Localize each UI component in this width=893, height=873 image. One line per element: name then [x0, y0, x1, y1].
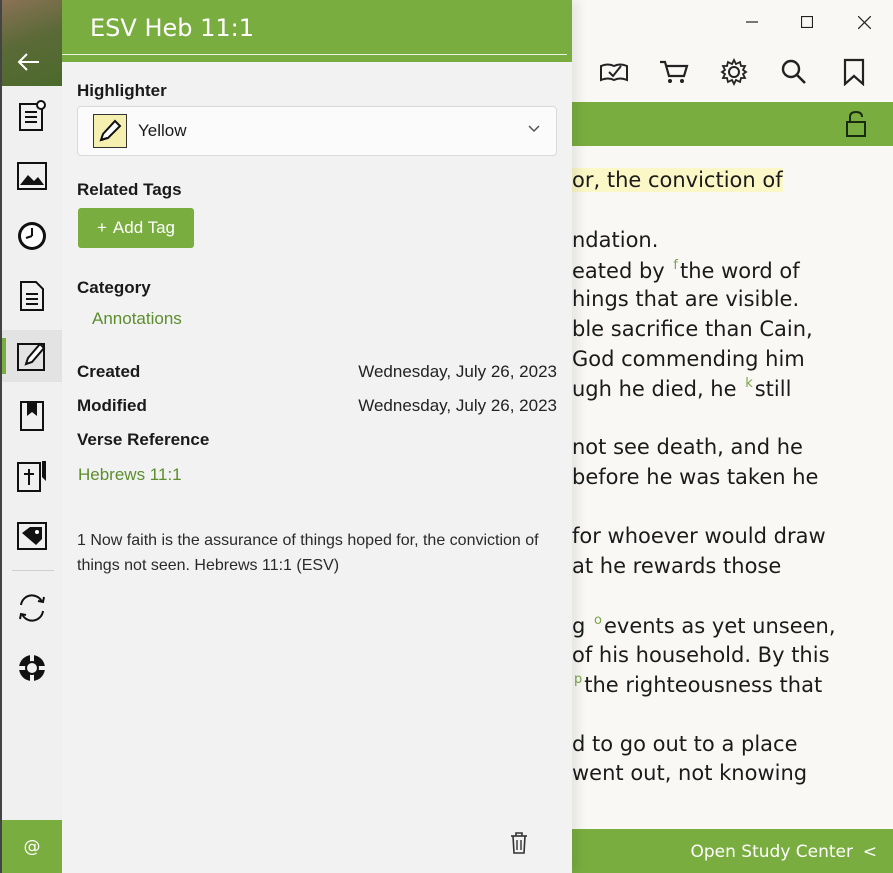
- account-button[interactable]: @: [2, 820, 62, 873]
- highlighter-swatch: [93, 114, 127, 148]
- pencil-icon: [16, 340, 48, 372]
- highlighter-value: Yellow: [138, 121, 187, 140]
- maximize-button[interactable]: [787, 6, 827, 38]
- tag-icon: [16, 521, 48, 551]
- chevron-down-icon: [528, 125, 540, 133]
- chevron-left-icon: <: [862, 842, 877, 862]
- rail-annotations[interactable]: [2, 330, 62, 382]
- document-icon: [18, 280, 46, 312]
- verse-line: ugh he died, he $^k$still: [572, 376, 792, 401]
- footnote-marker[interactable]: k: [745, 376, 753, 391]
- image-icon: [16, 161, 48, 191]
- cart-icon: [659, 59, 689, 85]
- delete-button[interactable]: [510, 832, 532, 856]
- verse-line: not see death, and he: [572, 435, 803, 459]
- close-icon: [858, 16, 871, 29]
- search-button[interactable]: [776, 56, 812, 88]
- rail-documents[interactable]: [2, 270, 62, 322]
- reading-plan-button[interactable]: [596, 56, 632, 88]
- lock-button[interactable]: [845, 110, 867, 142]
- created-value: Wednesday, July 26, 2023: [358, 362, 557, 381]
- back-arrow-icon: [17, 52, 41, 72]
- panel-header: [62, 0, 572, 62]
- header-divider: [62, 54, 567, 55]
- verse-line: eated by $^f$the word of: [572, 258, 800, 283]
- verse-line: $^p$the righteousness that: [574, 672, 823, 697]
- verse-line: at he rewards those: [572, 554, 782, 578]
- highlighter-pen-icon: [97, 118, 123, 144]
- category-link[interactable]: Annotations: [92, 309, 182, 328]
- verse-reference-link[interactable]: Hebrews 11:1: [78, 465, 182, 484]
- category-label: Category: [77, 278, 151, 297]
- verse-line: of his household. By this: [572, 643, 830, 667]
- clock-icon: [16, 220, 48, 252]
- verse-line: or, the conviction of: [572, 168, 783, 192]
- study-center-label: Open Study Center: [690, 842, 853, 862]
- verse-line: for whoever would draw: [572, 524, 826, 548]
- verse-line: ble sacrifice than Cain,: [572, 317, 813, 341]
- created-label: Created: [77, 362, 141, 381]
- maximize-icon: [801, 16, 813, 28]
- bookmark-button[interactable]: [836, 56, 872, 88]
- minimize-icon: [746, 16, 758, 28]
- open-book-check-icon: [599, 60, 629, 84]
- bible-icon: [16, 459, 48, 493]
- trash-icon: [510, 832, 528, 854]
- footnote-marker[interactable]: o: [594, 613, 602, 628]
- add-tag-button[interactable]: [78, 208, 194, 248]
- verse-line: God commending him: [572, 347, 805, 371]
- unlock-icon: [845, 110, 867, 138]
- back-button[interactable]: [14, 48, 44, 76]
- related-tags-label: Related Tags: [77, 180, 182, 199]
- bookmark-icon: [842, 58, 866, 86]
- rail-notes[interactable]: [2, 90, 62, 142]
- modified-label: Modified: [77, 396, 147, 415]
- verse-line: before he was taken he: [572, 465, 819, 489]
- highlighter-label: Highlighter: [77, 81, 167, 100]
- panel-title: ESV Heb 11:1: [90, 14, 255, 42]
- bookmark-book-icon: [18, 400, 46, 432]
- bible-reader-pane: [572, 0, 893, 873]
- verse-line: g $^o$events as yet unseen,: [572, 613, 836, 638]
- notes-icon: [17, 100, 47, 132]
- open-study-center-button[interactable]: [572, 829, 893, 873]
- rail-tags[interactable]: [2, 510, 62, 562]
- note-text: 1 Now faith is the assurance of things hoped for, the conviction of things not seen. Hebrews 11:1 (ESV): [77, 532, 539, 574]
- settings-button[interactable]: [716, 56, 752, 88]
- rail-bookmarks[interactable]: [2, 390, 62, 442]
- verse-reference-label: Verse Reference: [77, 430, 210, 449]
- add-tag-label: Add Tag: [112, 218, 175, 237]
- modified-value: Wednesday, July 26, 2023: [358, 396, 557, 415]
- sync-icon: [16, 592, 48, 624]
- rail-bibles[interactable]: [2, 450, 62, 502]
- search-icon: [781, 59, 807, 85]
- navigation-rail: [0, 0, 62, 873]
- help-lifebuoy-icon: [16, 652, 48, 684]
- store-button[interactable]: [656, 56, 692, 88]
- rail-sync[interactable]: [2, 582, 62, 634]
- rail-divider: [12, 570, 54, 571]
- rail-header-image: [2, 0, 62, 86]
- verse-line: went out, not knowing: [572, 761, 808, 785]
- gear-icon: [720, 58, 748, 86]
- rail-history[interactable]: [2, 210, 62, 262]
- reader-header-bar: [572, 102, 893, 146]
- highlighter-dropdown[interactable]: [77, 106, 557, 156]
- minimize-button[interactable]: [732, 6, 772, 38]
- verse-line: d to go out to a place: [572, 732, 798, 756]
- close-button[interactable]: [844, 6, 884, 38]
- rail-help[interactable]: [2, 642, 62, 694]
- footnote-marker[interactable]: p: [574, 672, 583, 687]
- footnote-marker[interactable]: f: [673, 258, 678, 273]
- rail-images[interactable]: [2, 150, 62, 202]
- plus-icon: +: [96, 218, 107, 237]
- verse-line: hings that are visible.: [572, 287, 800, 311]
- annotation-panel: [62, 0, 572, 873]
- verse-line: ndation.: [572, 228, 659, 252]
